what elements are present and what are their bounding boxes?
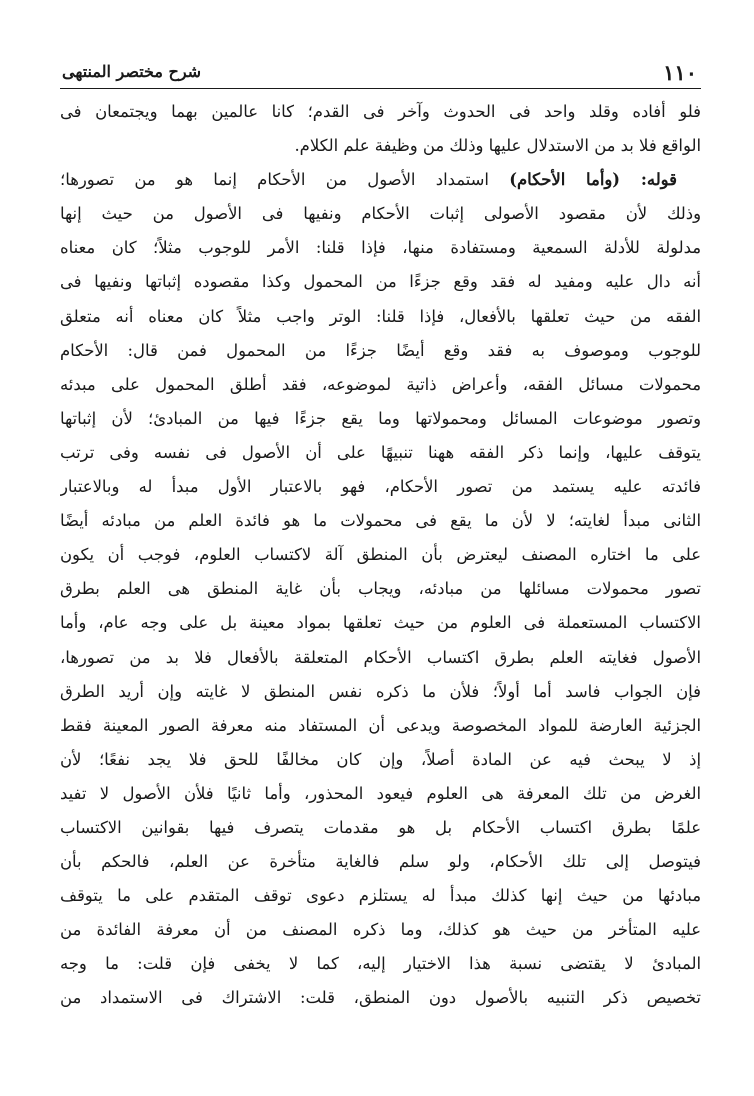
text-line: تصور محمولات مسائلها من مبادئه، ويجاب بأن غاية المنطق هى العلم بطرق xyxy=(60,579,701,599)
text-line: تخصيص ذكر التنبيه بالأصول دون المنطق، قلت: الاشتراك فى الاستمداد من xyxy=(60,988,701,1008)
text-line: المبادئ لا يقتضى نسبة هذا الاختيار إليه، كما لا يخفى فإن قلت: ما وجه xyxy=(60,954,701,974)
header-divider xyxy=(60,88,701,89)
text-line: للوجوب وموصوف به فقد وقع أيضًا جزءًا من المحمول فمن قال: الأحكام xyxy=(60,340,701,360)
running-title: شرح مختصر المنتهى xyxy=(62,62,202,81)
text-line: فلو أفاده وقلد واحد فى الحدوث وآخر فى القدم؛ كانا عالمين بهما ويجتمعان فى xyxy=(60,102,701,121)
text-line: وذلك لأن مقصود الأصولى إثبات الأحكام ونفيها فى الأصول من حيث إنها xyxy=(60,204,701,224)
text-line: علمًا بطرق اكتساب الأحكام بل هو مقدمات يتصرف فيها بقوانين الاكتساب xyxy=(60,817,701,837)
text-line: فيتوصل إلى تلك الأحكام، ولو سلم فالغاية متأخرة عن العلم، فالحكم بأن xyxy=(60,852,701,872)
text-line: الثانى مبدأ لغايته؛ لا لأن ما يقع فى محمولات ما هو فائدة العلم من مبادئه أيضًا xyxy=(60,511,701,531)
page-number: ١١٠ xyxy=(663,60,697,85)
text-line: مدلولة للأدلة السمعية ومستفادة منها، فإذا قلنا: الأمر للوجوب مثلاً؛ كان معناه xyxy=(60,238,701,258)
text-line: الفقه من حيث تعلقها بالأفعال، فإذا قلنا: الوتر واجب مثلاً كان معناه أنه متعلق xyxy=(60,306,701,326)
body-text xyxy=(60,95,701,1016)
text-line: أنه دال عليه ومفيد له فقد وقع جزءًا من المحمول وكذا مقصوده إثباتها ونفيها فى xyxy=(60,272,701,292)
text-line: الجزئية العارضة للمواد المخصوصة ويدعى أن المستفاد منه معرفة الصور المعينة فقط xyxy=(60,715,701,735)
text-line: الأصول فغايته العلم بطرق اكتساب الأحكام المتعلقة بالأفعال فلا بد من تصورها، xyxy=(60,647,701,667)
text-line: فإن الجواب فاسد أما أولاً؛ فلأن ما ذكره نفس المنطق لا غايته وإن أريد الطرق xyxy=(60,681,701,701)
text-line: محمولات مسائل الفقه، وأعراض ذاتية لموضوعه، فقد أطلق المحمول على مبدئه xyxy=(60,374,701,394)
lemma-heading: قوله: (وأما الأحكام) xyxy=(509,170,677,190)
text-line: الاكتساب المستعملة فى العلوم من حيث تعلقها بمواد معينة بل على وجه عام، وأما xyxy=(60,613,701,633)
text-line: على ما اختاره المصنف ليعترض بأن المنطق آلة لاكتساب العلوم، فوجب أن يكون xyxy=(60,545,701,565)
text-line: عليه المتأخر من حيث هو كذلك، وما ذكره المصنف من أن معرفة الفائدة من xyxy=(60,920,701,940)
text-line: الغرض من تلك المعرفة هى العلوم فيعود المحذور، وأما ثانيًا فلأن الأصول لا تفيد xyxy=(60,783,701,803)
text-line: الواقع فلا بد من الاستدلال عليها وذلك من وظيفة علم الكلام. xyxy=(294,136,701,156)
text-line: مبادئها من حيث إنها كذلك مبدأ له يستلزم دعوى توقف المتقدم على ما يتوقف xyxy=(60,886,701,906)
text-line: قوله: (وأما الأحكام) استمداد الأصول من الأحكام إنما هو من تصورها؛ xyxy=(60,170,677,190)
text-line: يتوقف عليها، وإنما ذكر الفقه ههنا تنبيهًا على أن الأصول فى نفسه وفى ترتب xyxy=(60,442,701,462)
text-line: إذ لا يبحث فيه عن المادة أصلاً، وإن كان مخالفًا للحق فلا يجد نفعًا؛ لأن xyxy=(60,749,701,769)
text-line: فائدته عليه يستمد من تصور الأحكام، فهو بالاعتبار الأول مبدأ له وبالاعتبار xyxy=(60,477,701,497)
page-header xyxy=(62,56,699,86)
text-line: وتصور موضوعات المسائل ومحمولاتها وما يقع جزءًا فيها من المبادئ؛ لأن إثباتها xyxy=(60,408,701,428)
